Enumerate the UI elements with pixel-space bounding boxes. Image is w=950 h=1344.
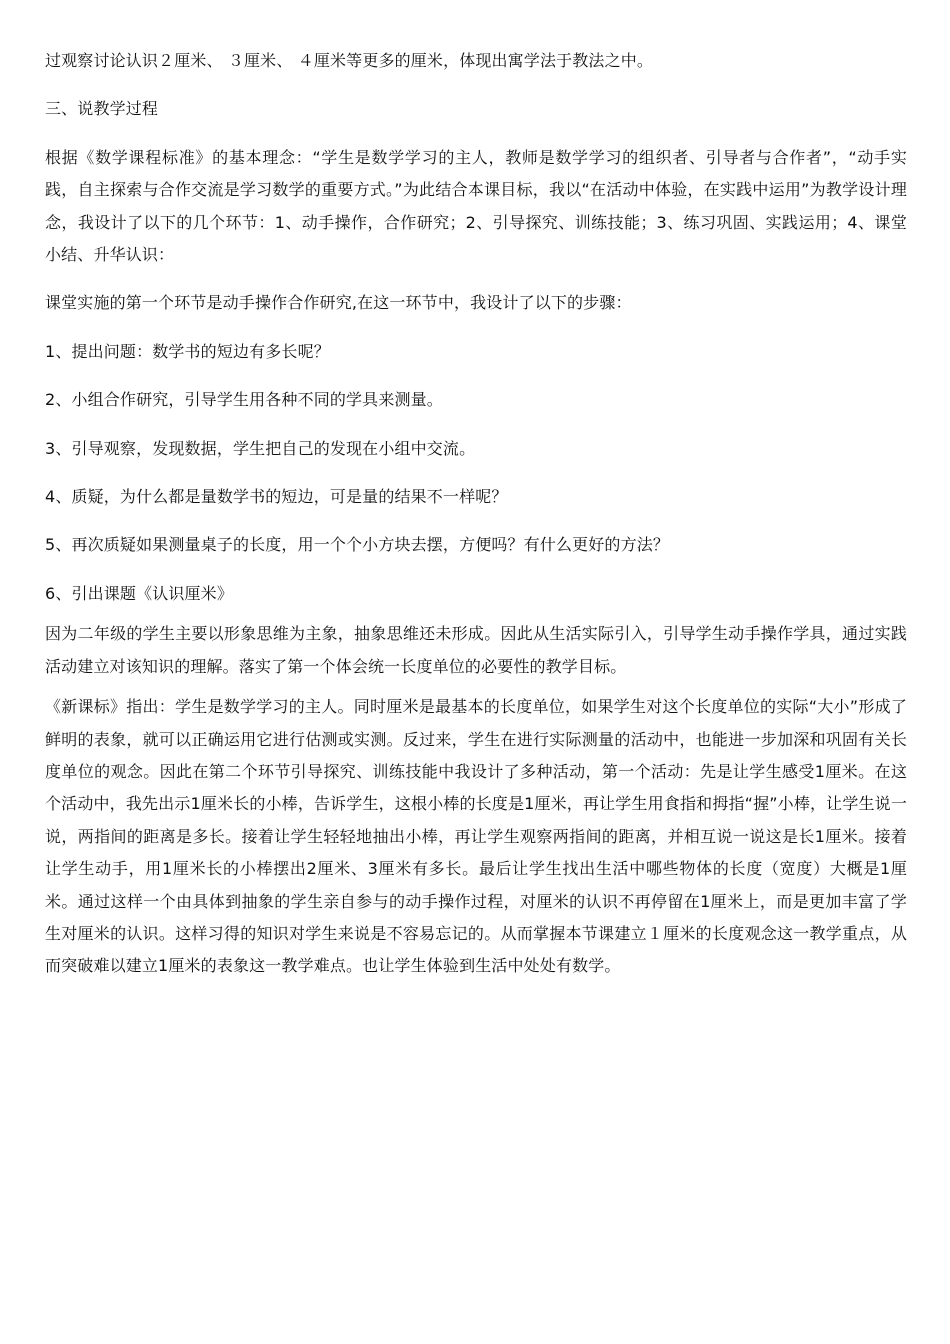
paragraph-rationale: 因为二年级的学生主要以形象思维为主象，抽象思维还未形成。因此从生活实际引入，引导学生动手操作学具，通过实践活动建立对该知识的理解。落实了第一个体会统一长度单位的必要性的教学目标。 bbox=[45, 624, 907, 676]
paragraph-first-stage: 课堂实施的第一个环节是动手操作合作研究,在这一环节中，我设计了以下的步骤： bbox=[45, 293, 632, 313]
list-item-step-5: 5、再次质疑如果测量桌子的长度，用一个个小方块去摆，方便吗？有什么更好的方法？ bbox=[45, 535, 670, 555]
section-heading-teaching-process: 三、说教学过程 bbox=[45, 99, 159, 119]
document-body bbox=[45, 45, 907, 983]
paragraph-intro-continuation: 过观察讨论认识２厘米、 ３厘米、 ４厘米等更多的厘米，体现出寓学法于教法之中。 bbox=[45, 51, 654, 70]
list-item-step-2: 2、小组合作研究，引导学生用各种不同的学具来测量。 bbox=[45, 390, 443, 410]
list-item-step-6: 6、引出课题《认识厘米》 bbox=[45, 583, 233, 603]
list-item-step-3: 3、引导观察，发现数据，学生把自己的发现在小组中交流。 bbox=[45, 438, 476, 458]
paragraph-new-curriculum: 《新课标》指出：学生是数学学习的主人。同时厘米是最基本的长度单位，如果学生对这个长度单位的实际“大小”形成了鲜明的表象，就可以正确运用它进行估测或实测。反过来，学生在进行实际测量的活动中，也能进一步加深和巩固有关长度单位的观念。因此在第二个环节引导探究、训练技能中我设计了多种活动，第一个活动：先是让学生感受1厘米。在这个活动中，我先出示1厘米长的小棒，告诉学生，这根小棒的长度是1厘米，再让学生用食指和拇指“握”小棒，让学生说一说，两指间的距离是多长。接着让学生轻轻地抽出小棒，再让学生观察两指间的距离，并相互说一说这是长1厘米。接着让学生动手，用1厘米长的小棒摆出2厘米、3厘米有多长。最后让学生找出生活中哪些物体的长度（宽度）大概是1厘米。通过这样一个由具体到抽象的学生亲自参与的动手操作过程，对厘米的认识不再停留在1厘米上，而是更加丰富了学生对厘米的认识。这样习得的知识对学生来说是不容易忘记的。从而掌握本节课建立１厘米的长度观念这一教学重点，从而突破难以建立1厘米的表象这一教学难点。也让学生体验到生活中处处有数学。 bbox=[45, 697, 907, 976]
list-item-step-4: 4、质疑，为什么都是量数学书的短边，可是量的结果不一样呢？ bbox=[45, 487, 508, 507]
list-item-step-1: 1、提出问题：数学书的短边有多长呢？ bbox=[45, 341, 330, 361]
paragraph-curriculum-standard: 根据《数学课程标准》的基本理念：“学生是数学学习的主人，教师是数学学习的组织者、引导者与合作者”，“动手实践，自主探索与合作交流是学习数学的重要方式。”为此结合本课目标，我以“在活动中体验，在实践中运用”为教学设计理念，我设计了以下的几个环节：1、动手操作，合作研究；2、引导探究、训练技能；3、练习巩固、实践运用；4、课堂小结、升华认识： bbox=[45, 147, 907, 265]
